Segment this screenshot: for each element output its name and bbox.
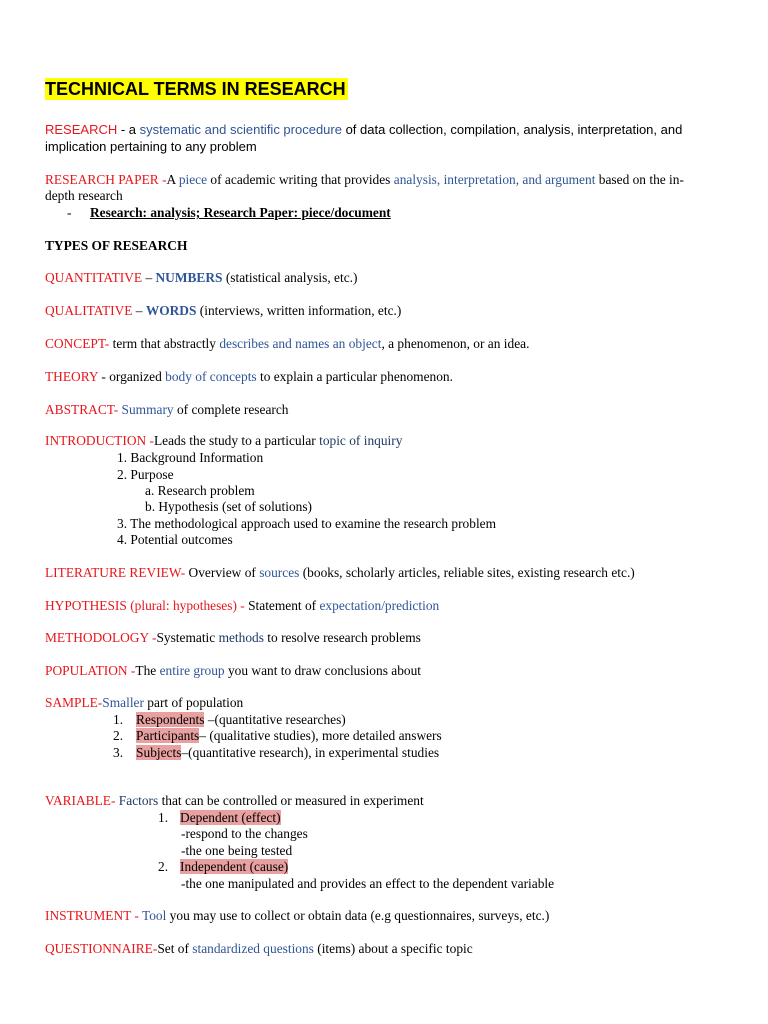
quantitative-definition: QUANTITATIVE – NUMBERS (statistical analysis, etc.) — [45, 270, 358, 285]
qualitative-definition: QUALITATIVE – WORDS (interviews, written information, etc.) — [45, 303, 402, 318]
variable-independent: 2. Independent (cause) — [158, 859, 289, 874]
introduction-item: 4. Potential outcomes — [117, 532, 233, 547]
methodology-definition: METHODOLOGY -Systematic methods to resolve research problems — [45, 630, 421, 645]
term-research: RESEARCH — [45, 122, 118, 137]
introduction-subitem: b. Hypothesis (set of solutions) — [145, 499, 313, 514]
variable-dependent-note: -respond to the changes — [181, 826, 308, 841]
literature-review-definition: LITERATURE REVIEW- Overview of sources (books, scholarly articles, reliable sites, existing research etc.) — [45, 565, 635, 580]
concept-definition: CONCEPT- term that abstractly describes and names an object, a phenomenon, or an idea. — [45, 336, 530, 351]
term-research-paper: RESEARCH PAPER - — [45, 172, 167, 187]
theory-definition: THEORY - organized body of concepts to explain a particular phenomenon. — [45, 369, 453, 384]
instrument-definition: INSTRUMENT - Tool you may use to collect or obtain data (e.g questionnaires, surveys, etc.) — [45, 908, 550, 923]
population-definition: POPULATION -The entire group you want to draw conclusions about — [45, 663, 422, 678]
questionnaire-definition: QUESTIONNAIRE-Set of standardized questions (items) about a specific topic — [45, 941, 473, 956]
sample-item: 2. Participants– (qualitative studies), more detailed answers — [113, 728, 442, 743]
page-title: TECHNICAL TERMS IN RESEARCH — [45, 79, 346, 99]
sample-item: 1. Respondents –(quantitative researches) — [113, 712, 346, 727]
research-definition: RESEARCH - a systematic and scientific procedure of data collection, compilation, analysis, interpretation, and — [45, 122, 683, 137]
sample-definition: SAMPLE-Smaller part of population — [45, 695, 244, 710]
introduction-definition: INTRODUCTION -Leads the study to a particular topic of inquiry — [45, 433, 403, 448]
research-paper-bullet-dash: - — [67, 205, 72, 220]
introduction-item: 1. Background Information — [117, 450, 264, 465]
types-heading: TYPES OF RESEARCH — [45, 238, 188, 253]
research-paper-definition-cont: depth research — [45, 188, 123, 203]
variable-dependent-note: -the one being tested — [181, 843, 293, 858]
variable-independent-note: -the one manipulated and provides an effect to the dependent variable — [181, 876, 555, 891]
research-paper-definition: RESEARCH PAPER -A piece of academic writing that provides analysis, interpretation, and argument based on the in- — [45, 172, 684, 187]
research-definition-cont: implication pertaining to any problem — [45, 139, 257, 154]
research-paper-bullet: Research: analysis; Research Paper: piece/document — [90, 205, 391, 220]
hypothesis-definition: HYPOTHESIS (plural: hypotheses) - Statement of expectation/prediction — [45, 598, 440, 613]
introduction-item: 3. The methodological approach used to examine the research problem — [117, 516, 497, 531]
introduction-item: 2. Purpose — [117, 467, 174, 482]
variable-definition: VARIABLE- Factors that can be controlled or measured in experiment — [45, 793, 424, 808]
variable-dependent: 1. Dependent (effect) — [158, 810, 281, 825]
abstract-definition: ABSTRACT- Summary of complete research — [45, 402, 289, 417]
sample-item: 3. Subjects–(quantitative research), in experimental studies — [113, 745, 440, 760]
research-highlight: systematic and scientific procedure — [139, 122, 342, 137]
introduction-subitem: a. Research problem — [145, 483, 255, 498]
